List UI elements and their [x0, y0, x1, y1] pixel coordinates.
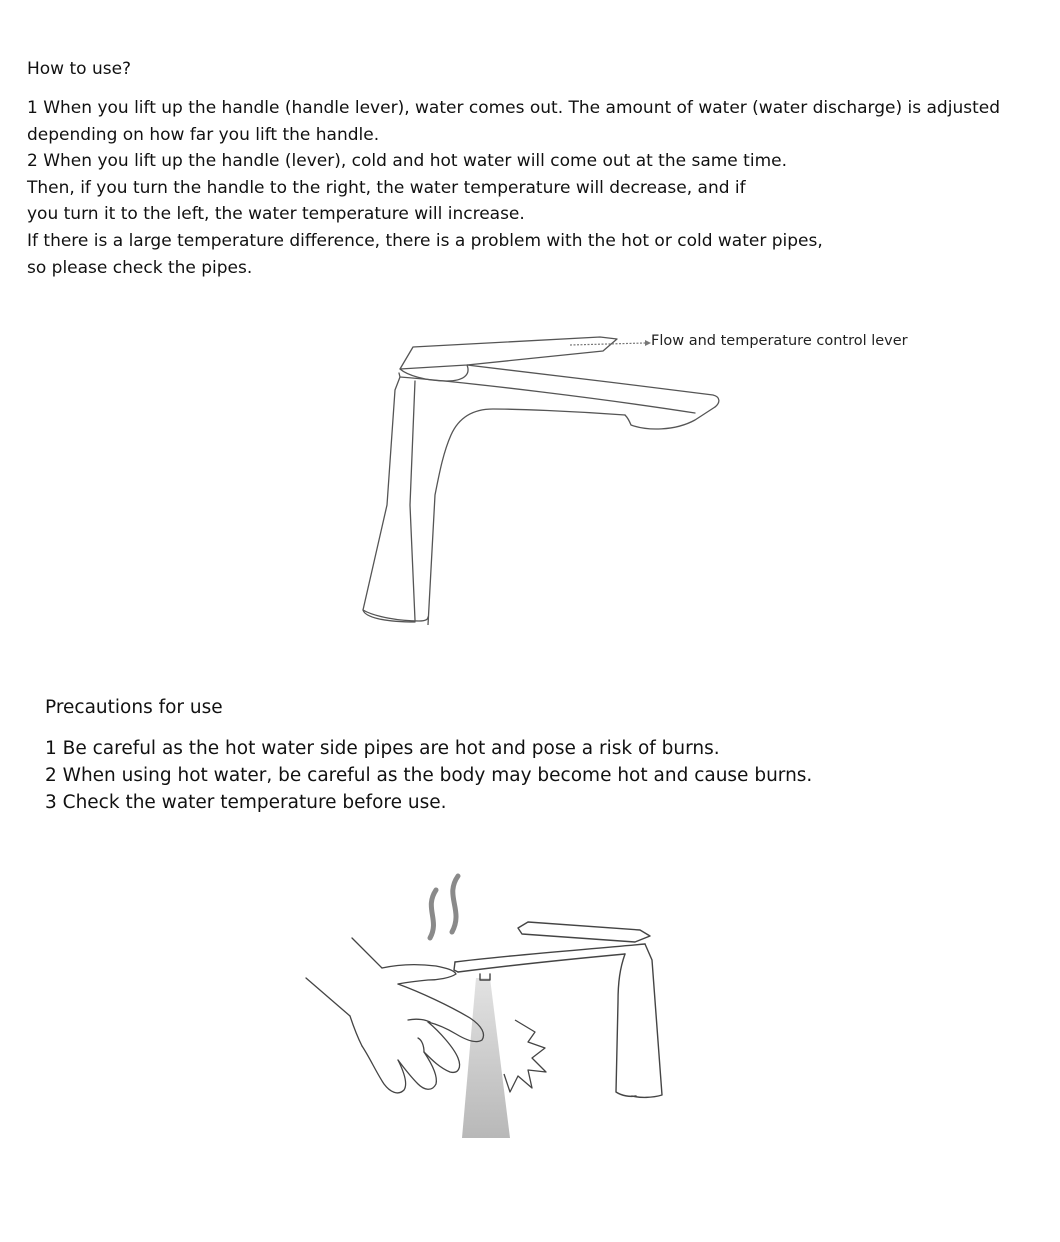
precaution-item: 1 Be careful as the hot water side pipes are hot and pose a risk of burns.: [45, 738, 720, 759]
usage-line: you turn it to the left, the water temperature will increase.: [27, 204, 525, 225]
usage-line: Then, if you turn the handle to the right, the water temperature will decrease, and if: [27, 177, 746, 198]
spout-tip: [625, 407, 715, 429]
lever-handle: [400, 337, 617, 369]
callout-leader: [570, 343, 645, 345]
usage-line: depending on how far you lift the handle.: [27, 124, 380, 145]
usage-heading: How to use?: [27, 59, 132, 79]
usage-line: so please check the pipes.: [27, 257, 253, 278]
spout-inner-curve: [428, 409, 625, 625]
pain-spark-icon: [504, 1020, 546, 1092]
precautions-list: [45, 735, 812, 816]
body-side: [410, 381, 415, 620]
usage-line: If there is a large temperature difference, there is a problem with the hot or cold water pipes,: [27, 230, 823, 251]
faucet-diagram: [355, 325, 725, 625]
usage-instructions: [27, 95, 1037, 281]
body-front: [363, 377, 428, 621]
lever-callout-label: Flow and temperature control lever: [651, 333, 908, 349]
water-stream: [462, 978, 510, 1138]
burn-warning-illustration: [300, 870, 680, 1145]
precaution-item: 2 When using hot water, be careful as the body may become hot and cause burns.: [45, 765, 813, 786]
precautions-heading: Precautions for use: [45, 697, 223, 718]
precaution-item: 3 Check the water temperature before use.: [45, 792, 447, 813]
spout-top: [467, 365, 719, 407]
steam-icon: [430, 876, 458, 938]
usage-line: 2 When you lift up the handle (lever), cold and hot water will come out at the same time.: [27, 151, 787, 172]
spout-lower: [399, 373, 695, 413]
usage-line: 1 When you lift up the handle (handle lever), water comes out. The amount of water (water discharge) is adjusted: [27, 98, 1000, 118]
